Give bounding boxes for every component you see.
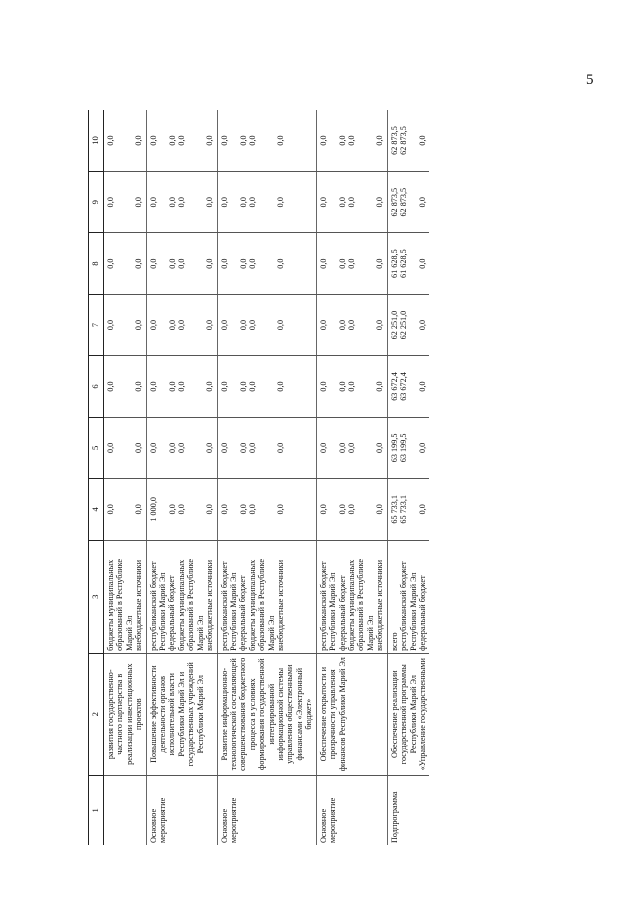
value-cell: 0,0 (337, 197, 347, 208)
value-cell: 62 251,0 (389, 310, 399, 340)
value-column-10 (217, 110, 316, 171)
value-cell: 0,0 (374, 381, 384, 392)
table-body (103, 110, 429, 845)
value-column-9 (316, 171, 387, 232)
value-cell: 0,0 (275, 381, 285, 392)
value-cell: 0,0 (346, 442, 356, 453)
value-column-8 (387, 233, 429, 294)
value-column-10 (316, 110, 387, 171)
value-cell: 0,0 (176, 135, 186, 146)
value-column-6 (316, 356, 387, 417)
funding-source-label: внебюджетные источники (205, 559, 215, 651)
value-column-8 (146, 233, 217, 294)
value-cell: 0,0 (105, 197, 115, 208)
column-header-10: 10 (89, 110, 104, 171)
value-cell: 0,0 (148, 319, 158, 331)
value-cell: 0,0 (105, 442, 115, 453)
table-header-row (89, 110, 104, 845)
value-cell: 63 672,4 (389, 372, 399, 401)
value-cell: 0,0 (105, 381, 115, 392)
table-row (146, 110, 217, 845)
funding-source-label: республиканский бюджет Республики Марий Эл (399, 561, 418, 651)
value-cell: 0,0 (204, 504, 214, 515)
value-cell: 65 733,1 (398, 494, 408, 524)
value-cell: 0,0 (247, 319, 257, 331)
value-cell: 0,0 (318, 442, 328, 453)
value-cell: 63 672,4 (398, 372, 408, 401)
value-cell: 0,0 (374, 197, 384, 208)
value-cell: 0,0 (374, 504, 384, 515)
value-cell: 0,0 (318, 197, 328, 208)
value-column-7 (146, 294, 217, 355)
funding-source-label: бюджеты муниципальных образований в Республике Марий Эл (247, 558, 276, 651)
value-cell: 0,0 (204, 197, 214, 208)
value-cell: 0,0 (204, 381, 214, 392)
value-column-10 (387, 110, 429, 171)
value-cell: 0,0 (275, 135, 285, 146)
row-name: Развитие информационно-технологической составляющей совершенствования бюджетного процесса в условиях формирования государственной интегрированной информационной системы управления общественными финансами «Электронный бюджет» (217, 653, 316, 775)
value-cell: 0,0 (275, 504, 285, 515)
value-column-7 (387, 294, 429, 355)
funding-sources-cell (146, 540, 217, 653)
value-column-7 (103, 294, 146, 355)
value-cell: 0,0 (238, 442, 248, 453)
funding-source-label: федеральный бюджет (337, 575, 347, 651)
value-cell: 0,0 (417, 442, 427, 453)
table-row (387, 110, 429, 845)
value-cell: 0,0 (176, 258, 186, 269)
value-cell: 0,0 (275, 197, 285, 208)
value-cell: 0,0 (346, 135, 356, 146)
value-cell: 0,0 (318, 258, 328, 269)
value-cell: 0,0 (337, 442, 347, 453)
value-cell: 0,0 (318, 319, 328, 331)
table-row (316, 110, 387, 845)
value-cell: 0,0 (105, 504, 115, 515)
value-cell: 62 873,5 (398, 126, 408, 155)
value-cell: 61 628,5 (398, 249, 408, 278)
value-cell: 0,0 (219, 258, 229, 269)
value-column-5 (103, 417, 146, 478)
value-column-6 (217, 356, 316, 417)
value-cell: 0,0 (374, 258, 384, 269)
value-column-5 (217, 417, 316, 478)
value-column-5 (316, 417, 387, 478)
row-kind (103, 775, 146, 845)
value-cell: 0,0 (133, 135, 143, 146)
value-cell: 0,0 (275, 258, 285, 269)
value-cell: 0,0 (176, 381, 186, 392)
value-cell: 63 199,5 (389, 433, 399, 463)
value-cell: 0,0 (417, 381, 427, 392)
value-column-4 (217, 479, 316, 540)
value-cell: 0,0 (346, 381, 356, 392)
funding-source-label: внебюджетные источники (276, 559, 286, 651)
row-kind: Основное мероприятие (217, 775, 316, 845)
value-cell: 0,0 (167, 258, 177, 269)
value-cell: 0,0 (176, 504, 186, 515)
page-number: 5 (586, 72, 594, 88)
column-header-7: 7 (89, 294, 104, 355)
value-cell: 0,0 (167, 381, 177, 392)
value-cell: 0,0 (176, 197, 186, 208)
value-cell: 0,0 (105, 319, 115, 331)
value-cell: 0,0 (346, 258, 356, 269)
value-cell: 0,0 (133, 258, 143, 269)
rotated-table-sheet (88, 110, 529, 845)
value-cell: 0,0 (346, 197, 356, 208)
value-column-5 (146, 417, 217, 478)
column-header-9: 9 (89, 171, 104, 232)
value-cell: 0,0 (318, 135, 328, 146)
column-header-5: 5 (89, 417, 104, 478)
value-column-9 (103, 171, 146, 232)
value-cell: 0,0 (247, 258, 257, 269)
value-cell: 0,0 (417, 319, 427, 331)
funding-source-label: федеральный бюджет (238, 575, 248, 651)
value-cell: 0,0 (247, 504, 257, 515)
column-header-6: 6 (89, 356, 104, 417)
value-cell: 0,0 (275, 319, 285, 331)
row-kind: Подпрограмма (387, 775, 429, 845)
value-cell: 0,0 (247, 381, 257, 392)
value-cell: 0,0 (167, 442, 177, 453)
value-cell: 0,0 (417, 258, 427, 269)
value-cell: 0,0 (238, 135, 248, 146)
value-column-6 (387, 356, 429, 417)
value-cell: 0,0 (346, 319, 356, 331)
value-cell: 0,0 (318, 504, 328, 515)
value-cell: 0,0 (318, 381, 328, 392)
value-cell: 63 199,5 (398, 433, 408, 463)
value-cell: 0,0 (374, 442, 384, 453)
value-column-6 (146, 356, 217, 417)
value-cell: 61 628,5 (389, 249, 399, 278)
budget-table (88, 110, 429, 845)
value-cell: 0,0 (238, 258, 248, 269)
row-name: Повышение эффективности деятельности органов исполнительной власти Республики Марий Эл и государственных учреждений Республики Марий Эл (146, 653, 217, 775)
value-cell: 0,0 (417, 504, 427, 515)
value-cell: 0,0 (133, 442, 143, 453)
value-column-9 (146, 171, 217, 232)
value-cell: 0,0 (148, 381, 158, 392)
value-cell: 62 251,0 (398, 310, 408, 340)
value-column-4 (103, 479, 146, 540)
value-column-6 (103, 356, 146, 417)
funding-source-label: республиканский бюджет Республики Марий Эл (219, 561, 238, 651)
funding-sources-cell (316, 540, 387, 653)
value-cell: 0,0 (337, 258, 347, 269)
value-cell: 0,0 (167, 135, 177, 146)
value-cell: 0,0 (374, 319, 384, 331)
value-cell: 0,0 (204, 258, 214, 269)
funding-source-label: федеральный бюджет (167, 575, 177, 651)
value-column-10 (146, 110, 217, 171)
value-cell: 0,0 (346, 504, 356, 515)
value-cell: 0,0 (219, 381, 229, 392)
funding-source-label: бюджеты муниципальных образований в Республике Марий Эл (105, 558, 134, 651)
funding-source-label: внебюджетные источники (134, 559, 144, 651)
row-kind: Основное мероприятие (316, 775, 387, 845)
value-cell: 0,0 (417, 197, 427, 208)
value-column-4 (316, 479, 387, 540)
value-cell: 0,0 (133, 197, 143, 208)
value-cell: 0,0 (417, 135, 427, 146)
funding-source-label: бюджеты муниципальных образований в Республике Марий Эл (347, 558, 375, 651)
value-cell: 0,0 (167, 319, 177, 331)
value-cell: 0,0 (133, 319, 143, 331)
value-column-5 (387, 417, 429, 478)
value-cell: 0,0 (238, 319, 248, 331)
value-cell: 0,0 (105, 258, 115, 269)
value-cell: 0,0 (238, 381, 248, 392)
value-cell: 0,0 (204, 319, 214, 331)
value-column-7 (316, 294, 387, 355)
funding-sources-cell (103, 540, 146, 653)
value-cell: 0,0 (204, 135, 214, 146)
value-column-9 (387, 171, 429, 232)
value-cell: 0,0 (238, 197, 248, 208)
value-cell: 0,0 (167, 197, 177, 208)
value-cell: 0,0 (247, 135, 257, 146)
value-cell: 0,0 (176, 442, 186, 453)
value-cell: 1 000,0 (148, 497, 158, 522)
funding-source-label: всего (389, 632, 399, 651)
value-column-10 (103, 110, 146, 171)
value-cell: 0,0 (337, 381, 347, 392)
value-cell: 0,0 (337, 135, 347, 146)
value-cell: 0,0 (219, 442, 229, 453)
table-row (217, 110, 316, 845)
value-cell: 62 873,5 (389, 187, 399, 217)
funding-sources-cell (387, 540, 429, 653)
funding-source-label: республиканский бюджет Республики Марий Эл (318, 561, 338, 651)
funding-sources-cell (217, 540, 316, 653)
value-cell: 65 733,1 (389, 494, 399, 524)
column-header-1: 1 (89, 775, 104, 845)
value-cell: 0,0 (337, 504, 347, 515)
value-cell: 0,0 (374, 135, 384, 146)
value-cell: 0,0 (219, 319, 229, 331)
funding-source-label: внебюджетные источники (375, 559, 385, 651)
value-cell: 0,0 (148, 197, 158, 208)
value-column-4 (387, 479, 429, 540)
value-column-9 (217, 171, 316, 232)
value-cell: 0,0 (176, 319, 186, 331)
value-cell: 0,0 (219, 135, 229, 146)
value-cell: 0,0 (219, 504, 229, 515)
value-cell: 0,0 (133, 504, 143, 515)
funding-source-label: федеральный бюджет (417, 575, 427, 651)
column-header-8: 8 (89, 233, 104, 294)
funding-source-label: бюджеты муниципальных образований в Республике Марий Эл (176, 558, 205, 651)
value-column-7 (217, 294, 316, 355)
value-cell: 0,0 (167, 504, 177, 515)
value-cell: 0,0 (133, 381, 143, 392)
value-cell: 0,0 (247, 442, 257, 453)
row-name: Обеспечение реализации государственной программы Республики Марий Эл «Управление государственными (387, 653, 429, 775)
value-cell: 0,0 (148, 442, 158, 453)
value-cell: 0,0 (219, 197, 229, 208)
value-cell: 0,0 (148, 258, 158, 269)
value-cell: 0,0 (148, 135, 158, 146)
column-header-3: 3 (89, 540, 104, 653)
value-column-8 (316, 233, 387, 294)
value-cell: 0,0 (204, 442, 214, 453)
value-cell: 0,0 (238, 504, 248, 515)
value-cell: 62 873,5 (398, 187, 408, 217)
value-cell: 0,0 (105, 135, 115, 146)
value-cell: 0,0 (337, 319, 347, 331)
row-name: развития государственно-частного партнерства в реализации инвестиционных проектов (103, 653, 146, 775)
value-cell: 0,0 (247, 197, 257, 208)
row-name: Обеспечение открытости и прозрачности управления финансов Республики Марий Эл (316, 653, 387, 775)
row-kind: Основное мероприятие (146, 775, 217, 845)
column-header-4: 4 (89, 479, 104, 540)
value-cell: 62 873,5 (389, 126, 399, 155)
value-cell: 0,0 (275, 442, 285, 453)
funding-source-label: республиканский бюджет Республики Марий Эл (148, 561, 167, 651)
value-column-4 (146, 479, 217, 540)
table-row (103, 110, 146, 845)
column-header-2: 2 (89, 653, 104, 775)
value-column-8 (217, 233, 316, 294)
value-column-8 (103, 233, 146, 294)
